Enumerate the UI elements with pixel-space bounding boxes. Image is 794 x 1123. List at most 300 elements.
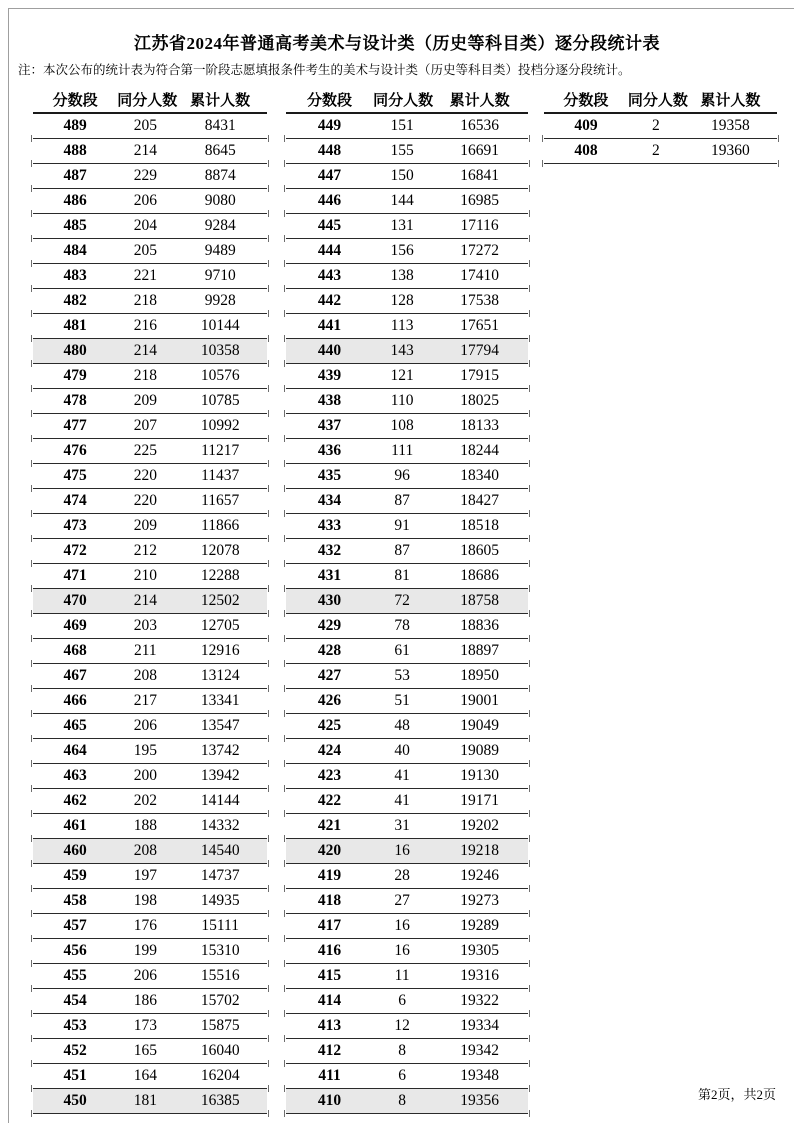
- row-border-tick: [31, 410, 32, 417]
- score-band: 435: [317, 467, 342, 485]
- score-band: 463: [63, 767, 87, 785]
- row-border-tick: [284, 735, 285, 742]
- cumulative-count: 16841: [460, 167, 499, 185]
- row-border-tick: [268, 935, 269, 942]
- score-band: 478: [63, 392, 87, 410]
- table-row: [33, 789, 267, 814]
- cumulative-count: 15702: [200, 992, 240, 1010]
- row-border-tick: [284, 710, 285, 717]
- same-score-count: 220: [133, 492, 157, 510]
- table-row: [33, 389, 267, 414]
- table-row: [33, 739, 267, 764]
- row-border-tick: [284, 435, 285, 442]
- cumulative-count: 12288: [200, 567, 240, 585]
- row-border-tick: [542, 135, 543, 142]
- table-row: [286, 339, 528, 364]
- row-border-tick: [284, 260, 285, 267]
- col-header-cumulative-count: 累计人数: [449, 92, 510, 109]
- score-band: 469: [63, 617, 87, 635]
- table-row: [33, 439, 267, 464]
- cumulative-count: 14540: [200, 842, 240, 860]
- table-row: [286, 964, 528, 989]
- table-row: [33, 564, 267, 589]
- score-band: 419: [317, 867, 342, 885]
- row-border-tick: [284, 385, 285, 392]
- row-border-tick: [31, 210, 32, 217]
- table-row: [286, 389, 528, 414]
- row-border-tick: [529, 585, 530, 592]
- score-band: 446: [317, 192, 342, 210]
- same-score-count: 40: [394, 742, 410, 760]
- row-border-tick: [529, 1060, 530, 1067]
- table-header: [286, 86, 528, 114]
- row-border-tick: [529, 335, 530, 342]
- col-header-cumulative-count: 累计人数: [190, 92, 251, 109]
- same-score-count: 8: [398, 1042, 407, 1060]
- row-border-tick: [284, 560, 285, 567]
- row-border-tick: [31, 885, 32, 892]
- table-row: [33, 114, 267, 139]
- same-score-count: 48: [394, 717, 410, 735]
- cumulative-count: 18950: [460, 667, 499, 685]
- score-band: 442: [317, 292, 342, 310]
- table-row: [33, 1089, 267, 1114]
- cumulative-count: 18518: [460, 517, 499, 535]
- row-border-tick: [268, 235, 269, 242]
- table-row: [286, 239, 528, 264]
- row-border-tick: [268, 585, 269, 592]
- page-border-top: [8, 8, 794, 9]
- cumulative-count: 17651: [460, 317, 499, 335]
- row-border-tick: [268, 635, 269, 642]
- row-border-tick: [31, 535, 32, 542]
- same-score-count: 51: [394, 692, 410, 710]
- row-border-tick: [268, 685, 269, 692]
- cumulative-count: 13547: [200, 717, 240, 735]
- score-band: 460: [63, 842, 87, 860]
- same-score-count: 2: [651, 117, 660, 135]
- table-row: [286, 764, 528, 789]
- row-border-tick: [268, 410, 269, 417]
- table-row: [33, 964, 267, 989]
- table-row: [33, 264, 267, 289]
- cumulative-count: 9710: [204, 267, 236, 285]
- cumulative-count: 16204: [200, 1067, 240, 1085]
- same-score-count: 144: [390, 192, 414, 210]
- row-border-tick: [31, 185, 32, 192]
- score-band: 475: [63, 467, 87, 485]
- score-band: 449: [317, 117, 342, 135]
- score-band: 421: [317, 817, 342, 835]
- cumulative-count: 18605: [460, 542, 499, 560]
- same-score-count: 199: [133, 942, 157, 960]
- table-row: [286, 114, 528, 139]
- row-border-tick: [778, 160, 779, 167]
- score-band: 415: [317, 967, 342, 985]
- cumulative-count: 10576: [200, 367, 240, 385]
- row-border-tick: [284, 310, 285, 317]
- row-border-tick: [31, 960, 32, 967]
- same-score-count: 221: [133, 267, 157, 285]
- same-score-count: 209: [133, 392, 157, 410]
- same-score-count: 155: [390, 142, 414, 160]
- score-band: 464: [63, 742, 87, 760]
- table-row: [286, 314, 528, 339]
- score-band: 433: [317, 517, 342, 535]
- score-band: 409: [574, 117, 598, 135]
- row-border-tick: [529, 410, 530, 417]
- score-band: 413: [317, 1017, 342, 1035]
- same-score-count: 200: [133, 767, 157, 785]
- row-border-tick: [268, 460, 269, 467]
- same-score-count: 206: [133, 717, 157, 735]
- same-score-count: 110: [390, 392, 414, 410]
- same-score-count: 206: [133, 192, 157, 210]
- score-band: 425: [317, 717, 342, 735]
- row-border-tick: [31, 485, 32, 492]
- cumulative-count: 19316: [460, 967, 499, 985]
- table-row: [33, 764, 267, 789]
- row-border-tick: [284, 835, 285, 842]
- score-band: 456: [63, 942, 87, 960]
- row-border-tick: [31, 1035, 32, 1042]
- row-border-tick: [529, 835, 530, 842]
- same-score-count: 6: [398, 1067, 407, 1085]
- cumulative-count: 18133: [460, 417, 499, 435]
- table-row: [33, 239, 267, 264]
- row-border-tick: [284, 935, 285, 942]
- score-band: 432: [317, 542, 342, 560]
- score-band: 485: [63, 217, 87, 235]
- same-score-count: 27: [394, 892, 410, 910]
- same-score-count: 87: [394, 492, 410, 510]
- table-header: [33, 86, 267, 114]
- score-band: 439: [317, 367, 342, 385]
- score-band: 429: [317, 617, 342, 635]
- table-row: [544, 114, 777, 139]
- score-table-1: [33, 86, 267, 1114]
- cumulative-count: 17915: [460, 367, 499, 385]
- row-border-tick: [284, 210, 285, 217]
- table-row: [286, 464, 528, 489]
- same-score-count: 165: [133, 1042, 157, 1060]
- table-row: [33, 164, 267, 189]
- cumulative-count: 11437: [201, 467, 240, 485]
- same-score-count: 181: [133, 1092, 157, 1110]
- same-score-count: 72: [394, 592, 410, 610]
- score-band: 423: [317, 767, 342, 785]
- cumulative-count: 18340: [460, 467, 499, 485]
- row-border-tick: [31, 435, 32, 442]
- same-score-count: 198: [133, 892, 157, 910]
- table-row: [33, 914, 267, 939]
- row-border-tick: [31, 1010, 32, 1017]
- col-header-cumulative-count: 累计人数: [700, 92, 761, 109]
- score-band: 473: [63, 517, 87, 535]
- row-border-tick: [31, 785, 32, 792]
- row-border-tick: [31, 1085, 32, 1092]
- cumulative-count: 11657: [201, 492, 240, 510]
- cumulative-count: 14144: [200, 792, 240, 810]
- row-border-tick: [284, 285, 285, 292]
- score-band: 457: [63, 917, 87, 935]
- row-border-tick: [529, 860, 530, 867]
- row-border-tick: [31, 635, 32, 642]
- score-band: 462: [63, 792, 87, 810]
- cumulative-count: 19202: [460, 817, 499, 835]
- score-band: 411: [318, 1067, 341, 1085]
- same-score-count: 8: [398, 1092, 407, 1110]
- row-border-tick: [31, 460, 32, 467]
- col-header-score-band: 分数段: [563, 92, 609, 109]
- table-body: [286, 114, 528, 1114]
- table-row: [33, 939, 267, 964]
- row-border-tick: [284, 985, 285, 992]
- score-band: 474: [63, 492, 87, 510]
- cumulative-count: 18686: [460, 567, 499, 585]
- row-border-tick: [284, 635, 285, 642]
- same-score-count: 203: [133, 617, 157, 635]
- page-number: 第2页，共2页: [697, 1087, 776, 1102]
- same-score-count: 225: [133, 442, 157, 460]
- same-score-count: 229: [133, 167, 157, 185]
- same-score-count: 138: [390, 267, 414, 285]
- table-row: [286, 789, 528, 814]
- cumulative-count: 12502: [200, 592, 240, 610]
- table-row: [33, 589, 267, 614]
- row-border-tick: [268, 710, 269, 717]
- row-border-tick: [31, 685, 32, 692]
- row-border-tick: [268, 310, 269, 317]
- table-row: [33, 664, 267, 689]
- score-band: 483: [63, 267, 87, 285]
- row-border-tick: [268, 660, 269, 667]
- row-border-tick: [284, 885, 285, 892]
- score-band: 484: [63, 242, 87, 260]
- same-score-count: 211: [133, 642, 157, 660]
- same-score-count: 202: [133, 792, 157, 810]
- table-row: [33, 414, 267, 439]
- row-border-tick: [284, 610, 285, 617]
- row-border-tick: [31, 735, 32, 742]
- table-row: [286, 689, 528, 714]
- table-row: [286, 864, 528, 889]
- same-score-count: 61: [394, 642, 410, 660]
- cumulative-count: 15310: [200, 942, 240, 960]
- row-border-tick: [284, 760, 285, 767]
- row-border-tick: [268, 560, 269, 567]
- table-row: [544, 139, 777, 164]
- row-border-tick: [529, 460, 530, 467]
- score-band: 445: [317, 217, 342, 235]
- table-row: [286, 514, 528, 539]
- same-score-count: 195: [133, 742, 157, 760]
- score-band: 482: [63, 292, 87, 310]
- cumulative-count: 16385: [200, 1092, 240, 1110]
- row-border-tick: [542, 160, 543, 167]
- row-border-tick: [284, 485, 285, 492]
- page-title: 江苏省2024年普通高考美术与设计类（历史等科目类）逐分段统计表: [134, 34, 660, 53]
- table-row: [33, 539, 267, 564]
- score-band: 424: [317, 742, 342, 760]
- score-band: 451: [63, 1067, 87, 1085]
- cumulative-count: 19049: [460, 717, 499, 735]
- table-row: [33, 214, 267, 239]
- same-score-count: 188: [133, 817, 157, 835]
- row-border-tick: [268, 960, 269, 967]
- table-row: [286, 939, 528, 964]
- table-row: [33, 1064, 267, 1089]
- row-border-tick: [31, 810, 32, 817]
- table-row: [286, 414, 528, 439]
- same-score-count: 41: [394, 792, 410, 810]
- cumulative-count: 17116: [460, 217, 499, 235]
- table-row: [33, 139, 267, 164]
- col-header-score-band: 分数段: [307, 92, 353, 109]
- row-border-tick: [529, 735, 530, 742]
- row-border-tick: [31, 585, 32, 592]
- score-band: 488: [63, 142, 87, 160]
- row-border-tick: [529, 610, 530, 617]
- cumulative-count: 18836: [460, 617, 499, 635]
- score-band: 443: [317, 267, 342, 285]
- same-score-count: 206: [133, 967, 157, 985]
- same-score-count: 208: [133, 667, 157, 685]
- row-border-tick: [529, 885, 530, 892]
- row-border-tick: [31, 1110, 32, 1117]
- row-border-tick: [529, 260, 530, 267]
- row-border-tick: [268, 810, 269, 817]
- table-row: [286, 439, 528, 464]
- row-border-tick: [268, 435, 269, 442]
- same-score-count: 205: [133, 242, 157, 260]
- table-row: [286, 989, 528, 1014]
- same-score-count: 156: [390, 242, 414, 260]
- row-border-tick: [268, 735, 269, 742]
- cumulative-count: 18758: [460, 592, 499, 610]
- score-band: 410: [317, 1092, 342, 1110]
- same-score-count: 150: [390, 167, 414, 185]
- cumulative-count: 14737: [200, 867, 240, 885]
- same-score-count: 12: [394, 1017, 410, 1035]
- score-band: 453: [63, 1017, 87, 1035]
- cumulative-count: 9080: [204, 192, 236, 210]
- score-band: 444: [317, 242, 342, 260]
- cumulative-count: 14332: [200, 817, 240, 835]
- same-score-count: 2: [651, 142, 660, 160]
- table-row: [33, 889, 267, 914]
- table-row: [286, 814, 528, 839]
- row-border-tick: [529, 660, 530, 667]
- row-border-tick: [31, 285, 32, 292]
- row-border-tick: [268, 285, 269, 292]
- table-row: [286, 564, 528, 589]
- score-band: 440: [317, 342, 342, 360]
- row-border-tick: [284, 535, 285, 542]
- cumulative-count: 8874: [204, 167, 236, 185]
- same-score-count: 209: [133, 517, 157, 535]
- row-border-tick: [284, 235, 285, 242]
- row-border-tick: [31, 385, 32, 392]
- table-row: [33, 814, 267, 839]
- row-border-tick: [31, 985, 32, 992]
- row-border-tick: [529, 785, 530, 792]
- cumulative-count: 19358: [711, 117, 750, 135]
- table-row: [33, 489, 267, 514]
- row-border-tick: [284, 1010, 285, 1017]
- cumulative-count: 19305: [460, 942, 499, 960]
- same-score-count: 11: [394, 967, 410, 985]
- row-border-tick: [529, 710, 530, 717]
- cumulative-count: 8431: [204, 117, 236, 135]
- cumulative-count: 17272: [460, 242, 499, 260]
- score-band: 426: [317, 692, 342, 710]
- table-row: [286, 139, 528, 164]
- cumulative-count: 19334: [460, 1017, 499, 1035]
- row-border-tick: [268, 135, 269, 142]
- same-score-count: 214: [133, 142, 157, 160]
- cumulative-count: 8645: [204, 142, 236, 160]
- table-row: [33, 339, 267, 364]
- row-border-tick: [529, 485, 530, 492]
- score-band: 476: [63, 442, 87, 460]
- cumulative-count: 19273: [460, 892, 499, 910]
- same-score-count: 186: [133, 992, 157, 1010]
- score-band: 470: [63, 592, 87, 610]
- same-score-count: 218: [133, 292, 157, 310]
- score-band: 459: [63, 867, 87, 885]
- score-band: 467: [63, 667, 87, 685]
- page-border-left: [8, 8, 9, 1123]
- row-border-tick: [284, 960, 285, 967]
- row-border-tick: [268, 160, 269, 167]
- cumulative-count: 18025: [460, 392, 499, 410]
- row-border-tick: [268, 985, 269, 992]
- col-header-score-band: 分数段: [52, 92, 98, 109]
- score-band: 412: [317, 1042, 342, 1060]
- row-border-tick: [31, 860, 32, 867]
- row-border-tick: [31, 160, 32, 167]
- same-score-count: 78: [394, 617, 410, 635]
- row-border-tick: [529, 1035, 530, 1042]
- row-border-tick: [529, 285, 530, 292]
- cumulative-count: 16985: [460, 192, 499, 210]
- row-border-tick: [268, 335, 269, 342]
- row-border-tick: [529, 1110, 530, 1117]
- score-band: 422: [317, 792, 342, 810]
- same-score-count: 28: [394, 867, 410, 885]
- table-row: [33, 839, 267, 864]
- table-row: [33, 314, 267, 339]
- cumulative-count: 11217: [201, 442, 240, 460]
- row-border-tick: [31, 235, 32, 242]
- table-row: [286, 214, 528, 239]
- score-band: 480: [63, 342, 87, 360]
- table-row: [33, 714, 267, 739]
- score-band: 416: [317, 942, 342, 960]
- same-score-count: 128: [390, 292, 414, 310]
- table-row: [33, 689, 267, 714]
- cumulative-count: 19322: [460, 992, 499, 1010]
- row-border-tick: [529, 910, 530, 917]
- score-band: 472: [63, 542, 87, 560]
- same-score-count: 208: [133, 842, 157, 860]
- score-band: 428: [317, 642, 342, 660]
- row-border-tick: [284, 160, 285, 167]
- same-score-count: 216: [133, 317, 157, 335]
- same-score-count: 218: [133, 367, 157, 385]
- row-border-tick: [529, 535, 530, 542]
